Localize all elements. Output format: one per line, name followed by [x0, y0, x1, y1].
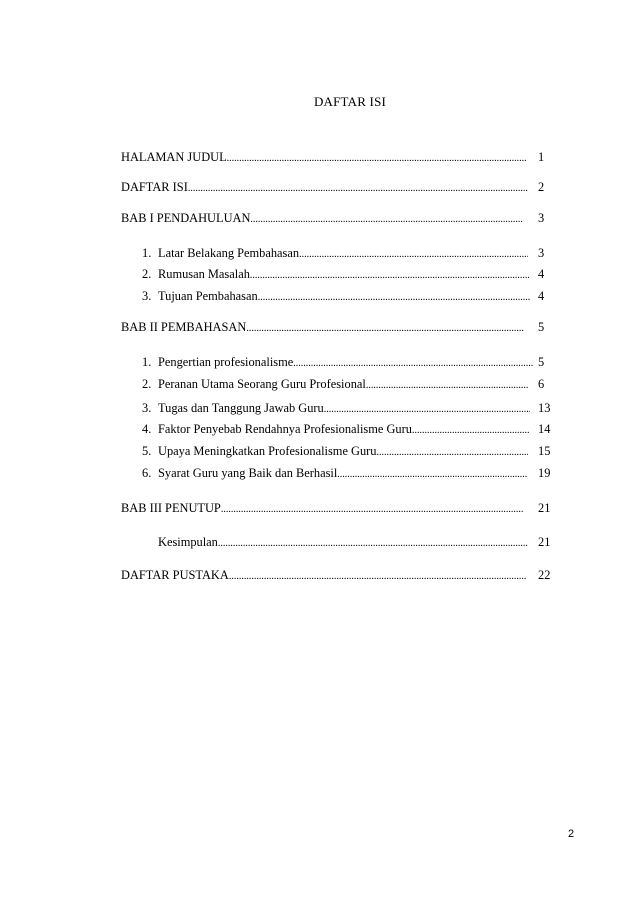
toc-entry-bab-1-item[interactable]	[142, 245, 528, 263]
toc-leader-dots	[221, 502, 524, 518]
toc-entry-bab-2-item[interactable]	[142, 376, 529, 394]
toc-leader-dots	[412, 423, 530, 439]
toc-leader-dots	[246, 321, 524, 337]
toc-label: BAB II PEMBAHASAN	[121, 320, 247, 334]
toc-label: Pengertian profesionalisme	[158, 355, 294, 369]
toc-leader-dots	[250, 268, 529, 284]
toc-leader-dots	[337, 467, 528, 483]
toc-page-number: 19	[538, 466, 551, 480]
toc-page-number: 2	[538, 180, 545, 194]
toc-entry-bab-1-item[interactable]	[142, 266, 529, 284]
toc-leader-dots	[366, 378, 529, 394]
toc-leader-dots	[324, 402, 530, 418]
page-title: DAFTAR ISI	[313, 94, 387, 109]
toc-leader-dots	[377, 445, 528, 461]
toc-label: DAFTAR PUSTAKA	[121, 568, 229, 582]
toc-entry-bab-2-item[interactable]	[142, 400, 530, 418]
toc-entry-bab-2[interactable]	[121, 319, 524, 337]
toc-leader-dots	[188, 181, 528, 197]
toc-page-number: 3	[538, 246, 545, 260]
toc-entry-bab-2-item[interactable]	[142, 443, 528, 461]
toc-item-number: 3.	[142, 289, 152, 303]
toc-label: Peranan Utama Seorang Guru Profesional	[158, 377, 366, 391]
toc-page-number: 3	[538, 211, 545, 225]
toc-label: Tujuan Pembahasan	[158, 289, 258, 303]
toc-label: Upaya Meningkatkan Profesionalisme Guru	[158, 444, 377, 458]
toc-entry-halaman-judul[interactable]	[121, 149, 526, 167]
toc-page-number: 13	[538, 401, 551, 415]
toc-label: Syarat Guru yang Baik dan Berhasil	[158, 466, 338, 480]
toc-entry-kesimpulan[interactable]	[158, 534, 528, 552]
toc-leader-dots	[258, 290, 530, 306]
toc-page-number: 4	[538, 289, 545, 303]
toc-entry-daftar-pustaka[interactable]	[121, 567, 526, 585]
toc-label: BAB I PENDAHULUAN	[121, 211, 251, 225]
toc-item-number: 2.	[142, 267, 152, 281]
toc-label: HALAMAN JUDUL	[121, 150, 227, 164]
toc-item-number: 5.	[142, 444, 152, 458]
toc-page-number: 6	[538, 377, 545, 391]
toc-item-number: 4.	[142, 422, 152, 436]
toc-entry-bab-2-item[interactable]	[142, 465, 528, 483]
toc-page-number: 1	[538, 150, 545, 164]
toc-label: DAFTAR ISI	[121, 180, 188, 194]
page-number: 2	[568, 828, 575, 840]
toc-label: Tugas dan Tanggung Jawab Guru	[158, 401, 324, 415]
toc-item-number: 3.	[142, 401, 152, 415]
toc-page-number: 14	[538, 422, 551, 436]
toc-leader-dots	[299, 247, 528, 263]
toc-leader-dots	[250, 212, 523, 228]
toc-leader-dots	[218, 536, 528, 552]
toc-label: Kesimpulan	[158, 535, 218, 549]
toc-item-number: 1.	[142, 355, 152, 369]
toc-entry-bab-2-item[interactable]	[142, 421, 530, 439]
toc-entry-bab-2-item[interactable]	[142, 354, 533, 372]
toc-leader-dots	[229, 569, 526, 585]
toc-page-number: 21	[538, 501, 551, 515]
toc-page-number: 15	[538, 444, 551, 458]
toc-entry-bab-1[interactable]	[121, 210, 523, 228]
toc-entry-daftar-isi[interactable]	[121, 179, 528, 197]
toc-leader-dots	[293, 356, 533, 372]
toc-page-number: 22	[538, 568, 551, 582]
toc-page-number: 5	[538, 355, 545, 369]
toc-page-number: 5	[538, 320, 545, 334]
toc-entry-bab-1-item[interactable]	[142, 288, 530, 306]
toc-item-number: 6.	[142, 466, 152, 480]
toc-page-number: 4	[538, 267, 545, 281]
toc-item-number: 2.	[142, 377, 152, 391]
toc-leader-dots	[227, 151, 526, 167]
toc-label: Faktor Penyebab Rendahnya Profesionalisme Guru	[158, 422, 412, 436]
toc-page-number: 21	[538, 535, 551, 549]
toc-item-number: 1.	[142, 246, 152, 260]
toc-entry-bab-3[interactable]	[121, 500, 524, 518]
toc-label: Latar Belakang Pembahasan	[158, 246, 300, 260]
toc-label: Rumusan Masalah	[158, 267, 250, 281]
toc-label: BAB III PENUTUP	[121, 501, 221, 515]
